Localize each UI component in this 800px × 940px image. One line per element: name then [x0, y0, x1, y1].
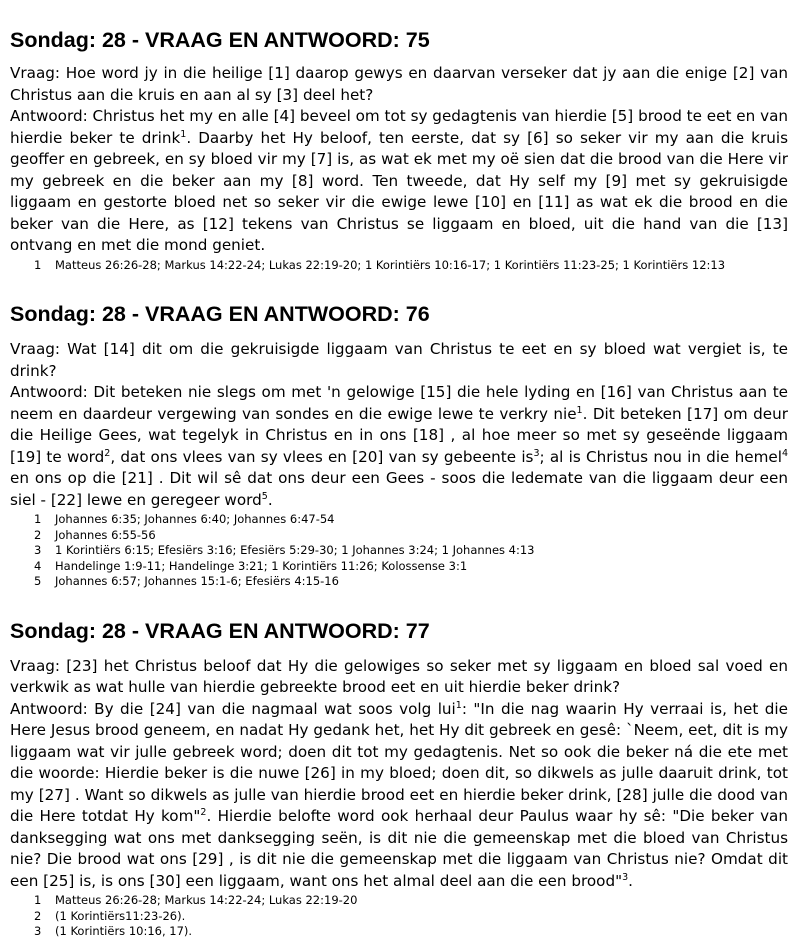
answer-part: . [267, 490, 273, 509]
answer-text [10, 106, 788, 257]
footnote-text: Johannes 6:57; Johannes 15:1-6; Efesiërs 4:15-16 [55, 574, 339, 588]
section-heading: Sondag: 28 - VRAAG EN ANTWOORD: 77 [10, 618, 430, 643]
footnote-text: 1 Korintiërs 6:15; Efesiërs 3:16; Efesiërs 5:29-30; 1 Johannes 3:24; 1 Johannes 4:13 [55, 543, 535, 557]
footnote-item [34, 924, 788, 940]
footnote-text: Handelinge 1:9-11; Handelinge 3:21; 1 Korintiërs 11:26; Kolossense 3:1 [55, 558, 468, 573]
answer-part: Antwoord: Christus het my en alle [4] beveel om tot sy gedagtenis van hierdie [5] brood te eet en van hierdie beker te drink [10, 107, 788, 147]
footnote-text: Matteus 26:26-28; Markus 14:22-24; Lukas 22:19-20 [55, 893, 358, 907]
answer-part: . Daarby het Hy beloof, ten eerste, dat sy [6] so seker vir my aan die kruis geoffer en gebreek, en sy bloed vir my [7] is, as wat ek met my oë sien dat die brood van die Here vir my gebreek en die beker aan my [8] word. Ten tweede, dat Hy self my [9] met sy gekruisigde liggaam en gestorte bloed net so seker vir die ewige lewe [10] en [11] as wat ek die brood en die beker van die Here, as [12] tekens van Christus se liggaam en bloed, uit die hand van die [13] ontvang en met die mond geniet. [10, 128, 788, 254]
section-q75 [10, 0, 788, 273]
footnote-item [34, 512, 788, 528]
answer-text [10, 699, 788, 893]
footnote-number: 5 [34, 574, 42, 588]
footnote-item [34, 528, 788, 544]
question-text: Vraag: [23] het Christus beloof dat Hy die gelowiges so seker met sy liggaam en bloed sal voed en verkwik as wat hulle van hierdie gebreekte brood eet en uit hierdie beker drink? [10, 656, 788, 696]
answer-part: ; al is Christus nou in die hemel [539, 447, 782, 466]
footnote-text: (1 Korintiërs 10:16, 17). [55, 924, 193, 938]
answer-part: en ons op die [21] . Dit wil sê dat ons deur een Gees - soos die ledemate van die liggaam deur een siel - [22] lewe en geregeer word [10, 469, 788, 509]
section-q77 [10, 590, 788, 940]
footnote-ref[interactable]: 5 [261, 490, 268, 502]
footnote-item [34, 559, 788, 575]
footnote-list [34, 258, 788, 274]
footnote-item [34, 893, 788, 909]
footnote-number: 2 [34, 908, 42, 923]
footnote-list [34, 893, 788, 940]
footnote-ref[interactable]: 3 [622, 871, 629, 883]
question-text: Vraag: Hoe word jy in die heilige [1] daarop gewys en daarvan verseker dat jy aan die enige [2] van Christus aan die kruis en aan al sy [3] deel het? [10, 64, 788, 104]
footnote-ref[interactable]: 4 [781, 447, 788, 459]
answer-part: . [628, 871, 633, 890]
question-text: Vraag: Wat [14] dit om die gekruisigde liggaam van Christus te eet en sy bloed wat vergiet is, te drink? [10, 340, 788, 380]
footnote-number: 4 [34, 558, 42, 573]
footnote-ref[interactable]: 2 [200, 806, 207, 818]
footnote-ref[interactable]: 2 [104, 447, 111, 459]
answer-part: : "In die nag waarin Hy verraai is, het die Here Jesus brood geneem, en nadat Hy gedank het, het Hy dit gebreek en gesê: `Neem, eet, dit is my liggaam wat vir julle gebreek word; doen dit tot my gedagtenis. Net so ook die beker ná die ete met die woorde: Hierdie beker is die nuwe [26] in my bloed; doen dit, so dikwels as julle daaruit drink, tot my [27] . Want so dikwels as julle van hierdie brood eet en hierdie beker drink, [28] julle die dood van die Here totdat Hy kom" [10, 699, 788, 825]
section-heading: Sondag: 28 - VRAAG EN ANTWOORD: 76 [10, 302, 430, 326]
answer-part: , dat ons vlees van sy vlees en [20] van sy gebeente is [110, 447, 534, 466]
footnote-text: (1 Korintiërs11:23-26). [55, 908, 186, 923]
footnote-number: 3 [34, 543, 42, 557]
footnote-number: 3 [34, 924, 42, 938]
footnote-text: Johannes 6:55-56 [55, 527, 156, 542]
footnote-text: Matteus 26:26-28; Markus 14:22-24; Lukas 22:19-20; 1 Korintiërs 10:16-17; 1 Korintiërs 11:23-25; 1 Korintiërs 12:13 [55, 257, 726, 272]
answer-part: Antwoord: Dit beteken nie slegs om met 'n gelowige [15] die hele lyding en [16] van Christus aan te neem en daardeur vergewing van sondes en die ewige lewe te verkry nie [10, 383, 788, 423]
footnote-ref[interactable]: 1 [180, 128, 187, 140]
footnote-ref[interactable]: 1 [576, 404, 583, 416]
footnote-text: Johannes 6:35; Johannes 6:40; Johannes 6:47-54 [55, 512, 335, 526]
footnote-ref[interactable]: 3 [533, 447, 540, 459]
section-q76 [10, 273, 788, 590]
answer-text [10, 382, 788, 511]
footnote-number: 2 [34, 527, 42, 542]
answer-part: . Hierdie belofte word ook herhaal deur Paulus waar hy sê: "Die beker van danksegging wat ons met danksegging seën, is dit nie die gemeenskap met die bloed van Christus nie? Die brood wat ons [29] , is dit nie die gemeenskap met die liggaam van Christus nie? Omdat dit een [25] is, is ons [30] een liggaam, want ons het almal deel aan die een brood" [10, 807, 788, 890]
section-heading: Sondag: 28 - VRAAG EN ANTWOORD: 75 [10, 28, 430, 52]
footnote-ref[interactable]: 1 [455, 699, 462, 711]
answer-part: . Dit beteken [17] om deur die Heilige Gees, wat tegelyk in Christus en in ons [18] , al hoe meer so met sy geseënde liggaam [19] te word [10, 404, 788, 466]
footnote-number: 1 [34, 257, 42, 272]
footnote-number: 1 [34, 893, 42, 907]
footnote-item [34, 258, 788, 274]
footnote-item [34, 909, 788, 925]
footnote-number: 1 [34, 512, 42, 526]
footnote-list [34, 512, 788, 590]
footnote-item [34, 543, 788, 559]
footnote-item [34, 574, 788, 590]
answer-part: Antwoord: By die [24] van die nagmaal wat soos volg lui [10, 699, 456, 718]
